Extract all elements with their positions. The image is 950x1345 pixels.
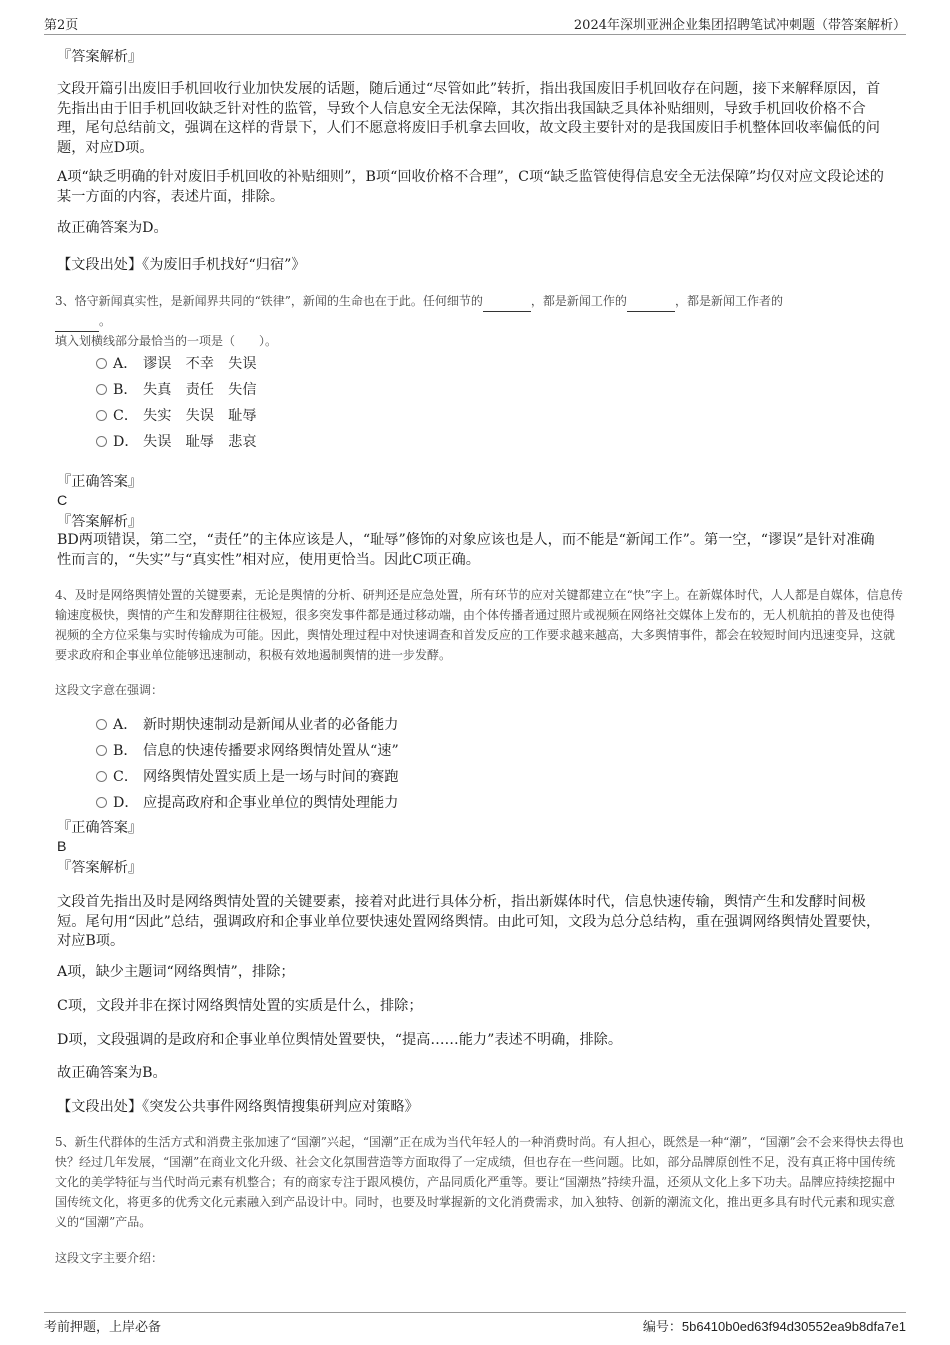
option-a[interactable] [96,354,257,374]
footer-slogan: 考前押题，上岸必备 [44,1320,162,1335]
analysis-label: 『答案解析』 [57,514,143,530]
radio-icon[interactable] [96,745,107,756]
analysis-label: 『答案解析』 [57,49,143,65]
fill-blank [483,291,531,312]
option-d[interactable] [96,793,398,813]
radio-icon[interactable] [96,358,107,369]
radio-icon[interactable] [96,410,107,421]
question-stem-continued [55,311,905,332]
option-a[interactable] [96,715,398,735]
stem-part: ，都是新闻工作者的 [674,294,783,308]
analysis-paragraph: A项，缺少主题词“网络舆情”，排除； [57,964,295,980]
analysis-paragraph: A项“缺乏明确的针对废旧手机回收的补贴细则”，B项“回收价格不合理”，C项“缺乏监管使得信息安全无法保障”均仅对应文段论述的某一方面的内容，表述片面，排除。 [57,169,884,205]
option-text: 信息的快速传播要求网络舆情处置从“速” [143,743,399,759]
question-instruction: 这段文字主要介绍： [55,1251,164,1265]
analysis-paragraph: BD两项错误，第二空，“责任”的主体应该是人，“耻辱”修饰的对象应该也是人，而不能是“新闻工作”。第一空，“谬误”是针对准确性而言的，“失实”与“真实性”相对应，使用更恰当。因此C项正确。 [57,532,875,568]
answer-statement: 故正确答案为B。 [57,1065,167,1081]
option-text: 网络舆情处置实质上是一场与时间的赛跑 [143,769,399,785]
stem-part: 。 [99,314,112,328]
option-text: 失实 失误 耻辱 [143,408,257,424]
page-header [44,14,906,35]
correct-answer: C [57,493,68,509]
fill-blank [55,311,99,332]
analysis-paragraph: C项，文段并非在探讨网络舆情处置的实质是什么，排除； [57,998,423,1014]
option-c[interactable] [96,767,398,787]
stem-part: 3、恪守新闻真实性，是新闻界共同的“铁律”，新闻的生命也在于此。任何细节的 [55,294,483,308]
option-key: B． [113,382,138,398]
answer-statement: 故正确答案为D。 [57,220,168,236]
page-footer [44,1312,906,1337]
radio-icon[interactable] [96,797,107,808]
radio-icon[interactable] [96,719,107,730]
correct-answer-label: 『正确答案』 [57,820,143,836]
fill-blank [627,291,675,312]
source-citation: 【文段出处】《为废旧手机找好“归宿”》 [57,257,306,273]
option-text: 应提高政府和企事业单位的舆情处理能力 [143,795,399,811]
correct-answer: B [57,839,67,855]
radio-icon[interactable] [96,436,107,447]
correct-answer-label: 『正确答案』 [57,474,143,490]
page-number: 第2页 [44,18,79,33]
option-key: C． [113,408,139,424]
source-citation: 【文段出处】《突发公共事件网络舆情搜集研判应对策略》 [57,1099,419,1115]
option-key: C． [113,769,139,785]
document-title: 2024年深圳亚洲企业集团招聘笔试冲刺题（带答案解析） [573,18,906,33]
option-key: D． [113,795,139,811]
option-b[interactable] [96,741,399,761]
option-d[interactable] [96,432,257,452]
question-stem [55,291,905,312]
option-b[interactable] [96,380,257,400]
option-key: B． [113,743,138,759]
question-stem: 4、及时是网络舆情处置的关键要素，无论是舆情的分析、研判还是应急处置，所有环节的应对关键都建立在“快”字上。在新媒体时代，人人都是自媒体，信息传输速度极快，舆情的产生和发酵期往往极短，很多突发事件都是通过移动端，由个体传播者通过照片或视频在网络社交媒体上发布的，无人机航拍的普及也使得视频的全方位采集与实时传输成为可能。因此，舆情处理过程中对快速调查和首发反应的工作要求越来越高，大多舆情事件，都会在较短时间内迅速变异，这就要求政府和企事业单位能够迅速制动，积极有效地遏制舆情的进一步发酵。 [55,588,903,662]
option-text: 失真 责任 失信 [143,382,257,398]
option-key: A． [113,356,138,372]
option-key: D． [113,434,139,450]
radio-icon[interactable] [96,384,107,395]
analysis-paragraph: 文段首先指出及时是网络舆情处置的关键要素，接着对此进行具体分析，指出新媒体时代，信息快速传输，舆情产生和发酵时间极短。尾句用“因此”总结，强调政府和企事业单位要快速处置网络舆情。由此可知，文段为总分总结构，重在强调网络舆情处置要快，对应B项。 [57,894,881,949]
question-stem: 5、新生代群体的生活方式和消费主张加速了“国潮”兴起，“国潮”正在成为当代年轻人的一种消费时尚。有人担心，既然是一种“潮”，“国潮”会不会来得快去得也快？经过几年发展，“国潮”在商业文化升级、社会文化氛围营造等方面取得了一定成绩，但也存在一些问题。比如，部分品牌原创性不足，没有真正将中国传统文化的美学特征与当代时尚元素有机整合；有的商家专注于跟风模仿，产品同质化严重等。要让“国潮热”持续升温，还须从文化上多下功夫。品牌应持续挖掘中国传统文化，将更多的优秀文化元素融入到产品设计中。同时，也要及时掌握新的文化消费需求，加入独特、创新的潮流文化，推出更多具有时代元素和现实意义的“国潮”产品。 [55,1135,904,1229]
analysis-paragraph: D项，文段强调的是政府和企事业单位舆情处置要快，“提高……能力”表述不明确，排除。 [57,1032,623,1048]
question-instruction: 填入划横线部分最恰当的一项是（ ）。 [55,334,278,348]
option-text: 失误 耻辱 悲哀 [143,434,257,450]
option-c[interactable] [96,406,257,426]
radio-icon[interactable] [96,771,107,782]
option-text: 谬误 不幸 失误 [143,356,257,372]
document-id: 编号：5b6410b0ed63f94d30552ea9b8dfa7e1 [642,1319,906,1334]
option-text: 新时期快速制动是新闻从业者的必备能力 [143,717,399,733]
analysis-paragraph: 文段开篇引出废旧手机回收行业加快发展的话题，随后通过“尽管如此”转折，指出我国废旧手机回收存在问题，接下来解释原因，首先指出由于旧手机回收缺乏针对性的监管，导致个人信息安全无法保障，其次指出我国缺乏具体补贴细则，导致手机回收价格不合理，尾句总结前文，强调在这样的背景下，人们不愿意将废旧手机拿去回收，故文段主要针对的是我国废旧手机整体回收率偏低的问题，对应D项。 [57,81,881,156]
option-key: A． [113,717,138,733]
question-instruction: 这段文字意在强调： [55,683,164,697]
stem-part: ，都是新闻工作的 [530,294,627,308]
analysis-label: 『答案解析』 [57,860,143,876]
